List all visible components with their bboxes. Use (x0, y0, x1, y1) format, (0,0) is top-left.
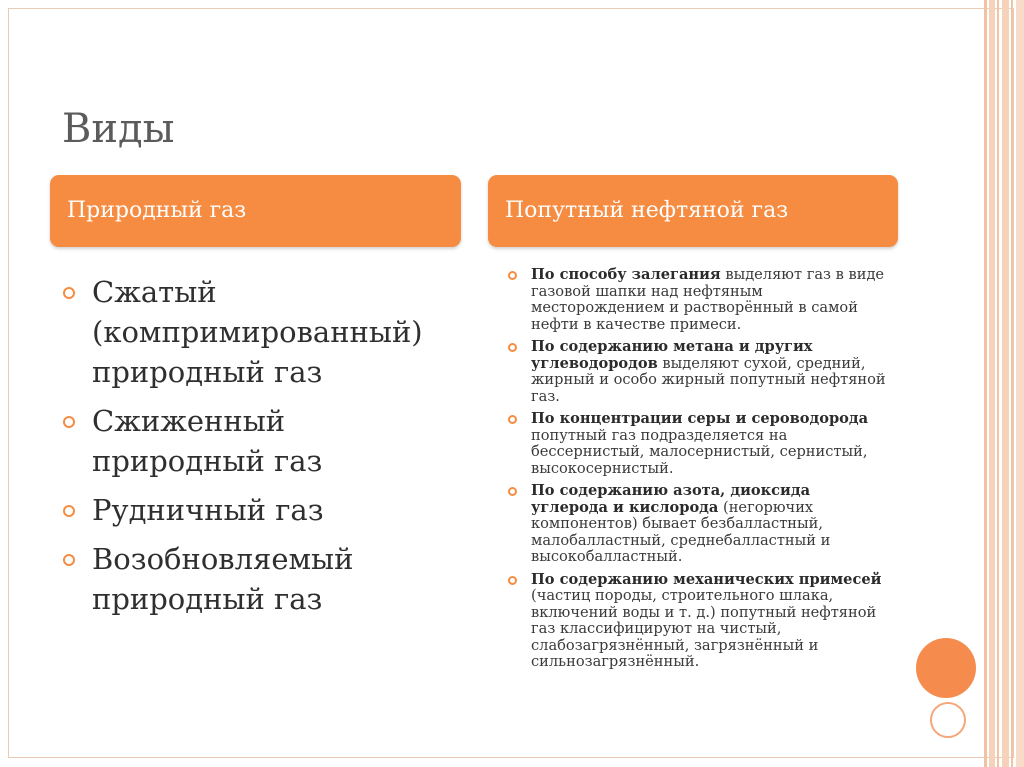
header-associated-gas (488, 175, 898, 247)
ring-bullet-icon (508, 271, 517, 280)
ring-bullet-icon (508, 415, 517, 424)
list-item-bold: По содержанию метана и других углеводородов (531, 338, 813, 372)
list-item-text: (негорючих компонентов) бывает безбалластный, малобалластный, среднебалластный и высокобалластный. (531, 498, 831, 565)
ring-bullet-icon (508, 487, 517, 496)
ring-bullet-icon (63, 287, 75, 299)
orange-circle-decoration (916, 638, 976, 698)
list-item-text: выделяют сухой, средний, жирный и особо жирный попутный нефтяной газ. (531, 354, 886, 405)
list-item-text: Сжатый (компримированный) природный газ (92, 275, 423, 389)
list-item (508, 339, 888, 405)
list-item-text: Сжиженный природный газ (92, 404, 323, 478)
list-item-text: попутный газ подразделяется на бессернистый, малосернистый, сернистый, высокосернистый. (531, 426, 868, 477)
list-item-bold: По содержанию азота, диоксида углерода и кислорода (531, 482, 811, 516)
ring-bullet-icon (63, 505, 75, 517)
list-item (508, 483, 888, 566)
list-item-text: (частиц породы, строительного шлака, включений воды и т. д.) попутный нефтяной газ классифицируют на чистый, слабозагрязнённый, загрязнённый и сильнозагрязнённый. (531, 587, 877, 670)
list-item (62, 401, 467, 481)
list-item (508, 572, 888, 671)
decor-stripe (984, 0, 987, 767)
list-item (62, 539, 467, 619)
list-item-bold: По способу залегания (531, 266, 721, 283)
list-item (508, 411, 888, 477)
decor-stripe (1016, 0, 1024, 767)
decor-stripe (989, 0, 995, 767)
natural-gas-list (62, 272, 467, 628)
decor-stripe (997, 0, 999, 767)
associated-gas-list (508, 267, 888, 677)
ring-bullet-icon (63, 416, 75, 428)
header-natural-gas (50, 175, 461, 247)
list-item-text: Возобновляемый природный газ (92, 542, 354, 616)
header-associated-gas-label: Попутный нефтяной газ (505, 198, 789, 223)
header-natural-gas-label: Природный газ (67, 198, 247, 223)
decor-stripe (1002, 0, 1009, 767)
list-item-bold: По содержанию механических примесей (531, 570, 882, 588)
list-item (62, 272, 467, 392)
ring-bullet-icon (63, 554, 75, 566)
ring-bullet-icon (508, 576, 517, 585)
decor-stripe (1011, 0, 1013, 767)
outline-circle-decoration (930, 702, 966, 738)
list-item-bold: По концентрации серы и сероводорода (531, 410, 869, 427)
list-item (508, 267, 888, 333)
ring-bullet-icon (508, 343, 517, 352)
list-item-text: выделяют газ в виде газовой шапки над нефтяным месторождением и растворённый в самой нефти в качестве примеси. (531, 266, 885, 333)
list-item (62, 490, 467, 530)
slide-title: Виды (62, 106, 175, 152)
list-item-text: Рудничный газ (92, 493, 324, 527)
